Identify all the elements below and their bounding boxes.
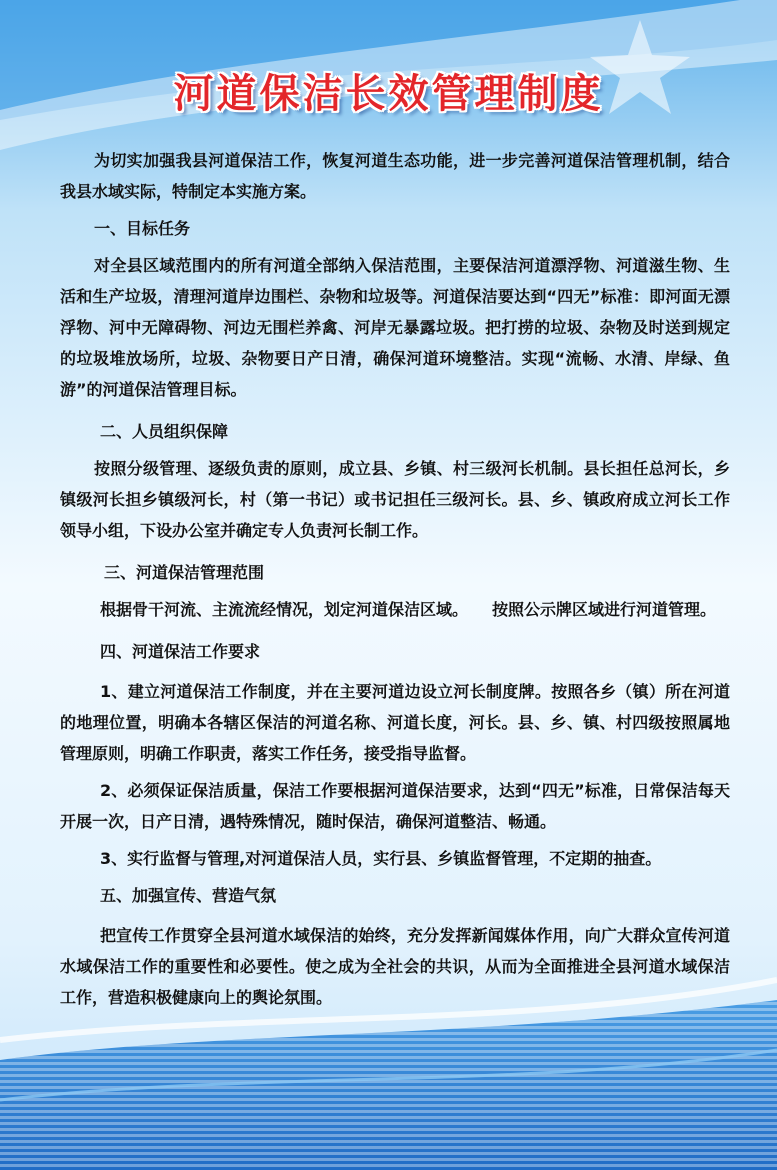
section-heading: 四、河道保洁工作要求 [100, 642, 261, 661]
list-item: 2、必须保证保洁质量，保洁工作要根据河道保洁要求，达到“四无”标准，日常保洁每天开展一次，日产日清，遇特殊情况，随时保洁，确保河道整洁、畅通。 [60, 781, 730, 831]
list-item: 3、实行监督与管理,对河道保洁人员，实行县、乡镇监督管理，不定期的抽查。 [100, 849, 662, 868]
section-heading: 一、目标任务 [94, 219, 191, 238]
section-heading: 三、河道保洁管理范围 [104, 563, 265, 582]
section-heading: 二、人员组织保障 [100, 422, 229, 441]
intro-paragraph: 为切实加强我县河道保洁工作，恢复河道生态功能，进一步完善河道保洁管理机制，结合我县水域实际，特制定本实施方案。 [60, 151, 730, 201]
section-paragraph: 根据骨干河流、主流流经情况，划定河道保洁区域。 按照公示牌区域进行河道管理。 [100, 600, 717, 619]
section-paragraph: 对全县区域范围内的所有河道全部纳入保洁范围，主要保洁河道漂浮物、河道滋生物、生活和生产垃圾，清理河道岸边围栏、杂物和垃圾等。河道保洁要达到“四无”标准：即河面无漂浮物、河中无障碍物、河边无围栏养禽、河岸无暴露垃圾。把打捞的垃圾、杂物及时送到规定的垃圾堆放场所，垃圾、杂物要日产日清，确保河道环境整洁。实现“流畅、水清、岸绿、鱼游”的河道保洁管理目标。 [60, 256, 730, 399]
section-heading: 五、加强宣传、营造气氛 [100, 886, 277, 905]
document-body [60, 145, 730, 1013]
page-title: 河道保洁长效管理制度 [173, 71, 604, 117]
list-item: 1、建立河道保洁工作制度，并在主要河道边设立河长制度牌。按照各乡（镇）所在河道的地理位置，明确本各辖区保洁的河道名称、河道长度，河长。县、乡、镇、村四级按照属地管理原则，明确工作职责，落实工作任务，接受指导监督。 [60, 682, 730, 763]
section-paragraph: 按照分级管理、逐级负责的原则，成立县、乡镇、村三级河长机制。县长担任总河长，乡镇级河长担乡镇级河长，村（第一书记）或书记担任三级河长。县、乡、镇政府成立河长工作领导小组，下设办公室并确定专人负责河长制工作。 [60, 459, 730, 540]
section-paragraph: 把宣传工作贯穿全县河道水域保洁的始终，充分发挥新闻媒体作用，向广大群众宣传河道水域保洁工作的重要性和必要性。使之成为全社会的共识，从而为全面推进全县河道水域保洁工作，营造积极健康向上的舆论氛围。 [60, 926, 730, 1007]
